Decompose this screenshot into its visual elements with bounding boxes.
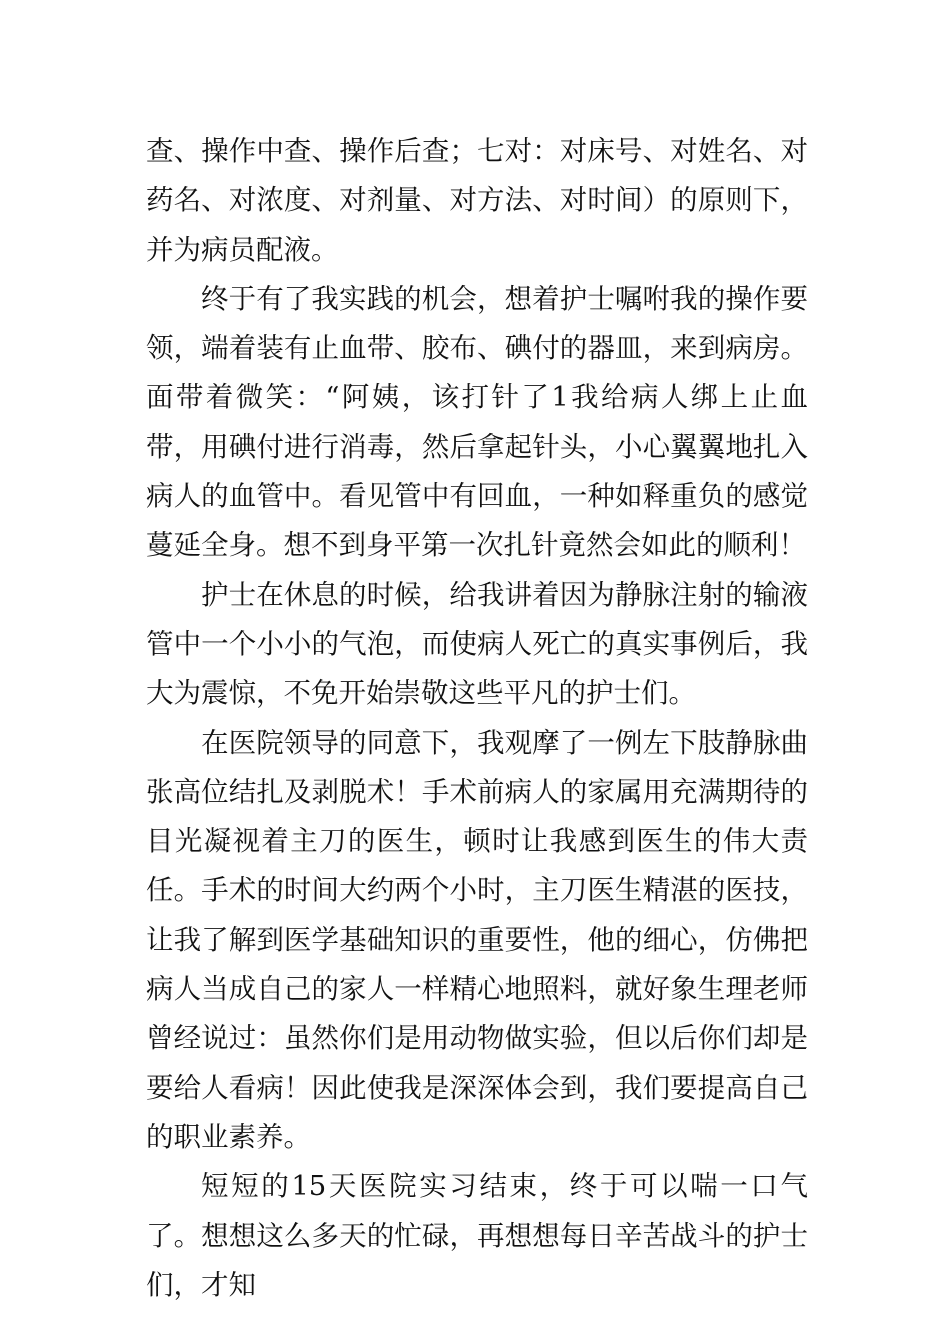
document-body [146,127,808,1310]
paragraph-surgery-observation: 在医院领导的同意下，我观摩了一例左下肢静脉曲张高位结扎及剥脱术！手术前病人的家属用充满期待的目光凝视着主刀的医生，顿时让我感到医生的伟大责任。手术的时间大约两个小时，主刀医生精湛的医技，让我了解到医学基础知识的重要性，他的细心，仿佛把病人当成自己的家人一样精心地照料，就好象生理老师曾经说过：虽然你们是用动物做实验，但以后你们却是要给人看病！因此使我是深深体会到，我们要提高自己的职业素养。 [146,726,808,1153]
paragraph-internship-end: 短短的15天医院实习结束，终于可以喘一口气了。想想这么多天的忙碌，再想想每日辛苦战斗的护士们，才知 [146,1170,808,1301]
paragraph-first-injection: 终于有了我实践的机会，想着护士嘱咐我的操作要领，端着装有止血带、胶布、碘付的器皿，来到病房。面带着微笑：“阿姨，该打针了1我给病人绑上止血带，用碘付进行消毒，然后拿起针头，小心翼翼地扎入病人的血管中。看见管中有回血，一种如释重负的感觉蔓延全身。想不到身平第一次扎针竟然会如此的顺利！ [146,282,808,562]
paragraph-nurse-story: 护士在休息的时候，给我讲着因为静脉注射的输液管中一个小小的气泡，而使病人死亡的真实事例后，我大为震惊，不免开始崇敬这些平凡的护士们。 [146,578,808,710]
paragraph-continued-principles: 查、操作中查、操作后查；七对：对床号、对姓名、对药名、对浓度、对剂量、对方法、对时间）的原则下，并为病员配液。 [146,135,808,266]
